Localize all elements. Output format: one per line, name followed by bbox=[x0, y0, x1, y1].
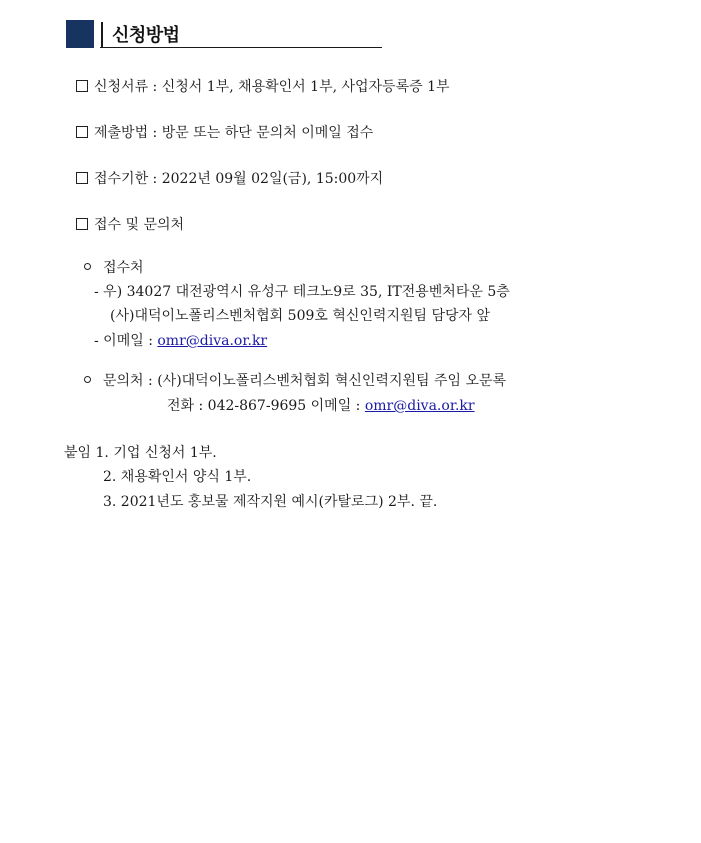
attachment-item: 2. 채용확인서 양식 1부. bbox=[103, 469, 252, 485]
item-label: 접수기한 bbox=[94, 171, 149, 187]
reception-email-link[interactable]: omr@diva.or.kr bbox=[157, 333, 268, 349]
item-separator: : bbox=[148, 171, 162, 187]
item-label: 신청서류 bbox=[94, 79, 149, 95]
inquiry-phone-row bbox=[167, 395, 475, 415]
header-box-icon bbox=[66, 20, 94, 48]
inquiry-phone: 전화 : 042-867-9695 이메일 : bbox=[167, 398, 365, 414]
attachments-label: 붙임 bbox=[64, 445, 92, 461]
circle-bullet-icon bbox=[84, 376, 91, 383]
item-deadline bbox=[76, 168, 383, 188]
checkbox-square-icon bbox=[76, 218, 88, 230]
item-label: 제출방법 bbox=[94, 125, 149, 141]
item-separator: : bbox=[148, 79, 162, 95]
checkbox-square-icon bbox=[76, 172, 88, 184]
item-value: 2022년 09월 02일(금), 15:00까지 bbox=[161, 171, 384, 187]
attachment-item: 1. 기업 신청서 1부. bbox=[95, 445, 217, 461]
header-divider bbox=[101, 22, 103, 47]
reception-title bbox=[84, 257, 144, 277]
item-value: 방문 또는 하단 문의처 이메일 접수 bbox=[161, 125, 374, 141]
email-label: - 이메일 : bbox=[94, 333, 158, 349]
attachment-item: 3. 2021년도 홍보물 제작지원 예시(카탈로그) 2부. 끝. bbox=[103, 494, 438, 510]
attachments-row bbox=[64, 442, 217, 462]
checkbox-square-icon bbox=[76, 80, 88, 92]
section-header bbox=[66, 18, 382, 48]
item-separator: : bbox=[148, 125, 162, 141]
item-submission bbox=[76, 122, 373, 142]
section-title: 신청방법 bbox=[112, 25, 180, 46]
header-underline bbox=[100, 47, 382, 48]
reception-address-line1: - 우) 34027 대전광역시 유성구 테크노9로 35, IT전용벤처타운 5층 bbox=[94, 284, 510, 300]
inquiry-label: 문의처 : bbox=[103, 373, 158, 389]
reception-address-line2: (사)대덕이노폴리스벤처협회 509호 혁신인력지원팀 담당자 앞 bbox=[110, 308, 491, 324]
item-documents bbox=[76, 76, 450, 96]
item-label: 접수 및 문의처 bbox=[94, 217, 185, 233]
item-contact bbox=[76, 214, 184, 234]
circle-bullet-icon bbox=[84, 263, 91, 270]
inquiry-row bbox=[84, 370, 506, 390]
item-value: 신청서 1부, 채용확인서 1부, 사업자등록증 1부 bbox=[161, 79, 450, 95]
checkbox-square-icon bbox=[76, 126, 88, 138]
inquiry-email-link[interactable]: omr@diva.or.kr bbox=[364, 398, 475, 414]
reception-email-row bbox=[94, 330, 267, 350]
reception-title-text: 접수처 bbox=[103, 260, 144, 276]
inquiry-org: (사)대덕이노폴리스벤처협회 혁신인력지원팀 주임 오문록 bbox=[157, 373, 507, 389]
